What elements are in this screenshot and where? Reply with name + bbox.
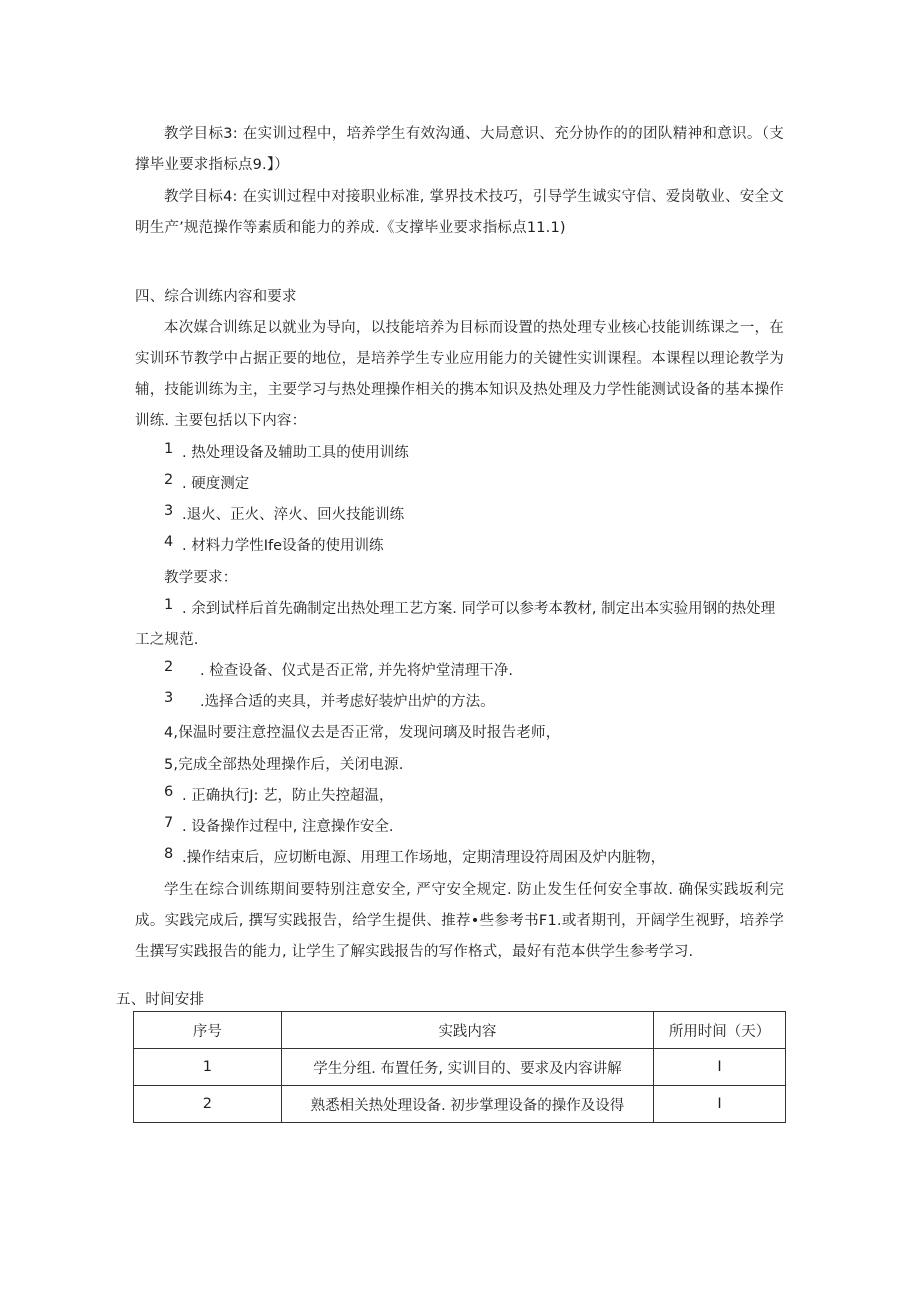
section-4-intro-line-4: 训练. 主要包括以下内容： [135,413,307,429]
requirement-text: . 余到试样后首先确制定出热处理工艺方案. 同学可以参考本教材, 制定出本实验用钢的热处理 [182,601,776,617]
content-item-text: .退火、正火、淬火、回火技能训练 [182,507,405,523]
content-item-text: . 热处理设备及辅助工具的使用训练 [182,445,409,461]
requirement-text: . 设备操作过程中, 注意操作安全. [182,819,394,835]
requirement-number: 7 [164,815,174,831]
requirement-number: 2 [164,659,174,675]
table-header-cell: 序号 [134,1012,282,1049]
table-cell: I [654,1086,786,1123]
section-4-intro-line-2: 实训环节教学中占据正要的地位，是培养学生专业应用能力的关键性实训课程。本课程以理论教学为 [135,351,784,367]
goal-4-line-2: 明生产’规范操作等素质和能力的养成.《支撑毕业要求指标点11.1) [135,220,566,236]
table-cell: 2 [134,1086,282,1123]
requirement-text: .操作结束后，应切断电源、用理工作场地，定期清理设符周困及炉内脏物， [182,850,666,866]
section-4-intro-line-1: 本次媒合训练足以就业为导向，以技能培养为目标而设置的热处理专业核心技能训练课之一，在 [164,320,784,336]
schedule-table [133,1011,786,1123]
table-cell: 学生分组. 布置任务, 实训目的、要求及内容讲解 [281,1049,653,1086]
requirement-number: 6 [164,784,174,800]
requirements-heading: 教学要求： [164,570,238,586]
content-item-number: 4 [164,534,174,550]
content-item-text: . 材料力学性Ife设备的使用训练 [182,538,384,554]
section-5-heading: 五、时间安排 [116,992,205,1008]
table-header-row [134,1012,786,1049]
content-item-number: 1 [164,441,174,457]
table-header-cell: 实践内容 [281,1012,653,1049]
requirement-text: . 检查设备、仪式是否正常, 并先将炉堂清理干净. [200,663,514,679]
section-4-heading: 四、综合训练内容和要求 [135,289,297,305]
goal-3-line-2: 撑毕业要求指标点9.】） [135,157,289,173]
requirement-4: 4,保温时要注意控温仪去是否正常，发现问璃及时报告老师， [164,725,561,741]
content-item-number: 2 [164,472,174,488]
closing-line-2: 成。实践完成后, 撰写实践报告，给学生提供、推荐•些参考书F1.或者期刊，开阔学生视野，培养学 [135,913,784,929]
requirement-1-line-2: 工之规范. [135,632,199,648]
table-cell: 熟悉相关热处理设备. 初步掌理设备的操作及设得 [281,1086,653,1123]
requirement-text: .选择合适的夹具，并考虑好装炉出炉的方法。 [200,694,495,710]
closing-line-1: 学生在综合训练期间要特别注意安全, 严守安全规定. 防止发生任何安全事故. 确保实践坂利完 [164,882,784,898]
goal-4-line-1: 教学目标4: 在实训过程中对接职业标准, 掌界技术技巧，引导学生诚实守信、爱岗敬业、安全文 [164,189,784,205]
requirement-number: 3 [164,690,174,706]
table-row [134,1086,786,1123]
table-row [134,1049,786,1086]
table-cell: I [654,1049,786,1086]
section-4-intro-line-3: 辅，技能训练为主，主要学习与热处理操作相关的携本知识及热处理及力学性能测试设备的基本操作 [135,382,784,398]
table-header-cell: 所用时间（天） [654,1012,786,1049]
requirement-1 [164,597,784,617]
goal-3-line-1: 教学目标3: 在实训过程中，培养学生有效沟通、大局意识、充分协作的的团队精神和意识。（支 [164,126,784,142]
closing-line-3: 生撰写实践报告的能力, 让学生了解实践报告的写作格式，最好有范本供学生参考学习. [135,944,694,960]
table-cell: 1 [134,1049,282,1086]
content-item-number: 3 [164,503,174,519]
requirement-text: . 正确执行J: 艺，防止失控超温， [182,788,394,804]
requirement-number: 1 [164,597,174,613]
requirement-number: 8 [164,846,174,862]
content-item-text: . 硬度测定 [182,476,250,492]
requirement-5: 5,完成全部热处理操作后，关闭电源. [164,757,404,773]
